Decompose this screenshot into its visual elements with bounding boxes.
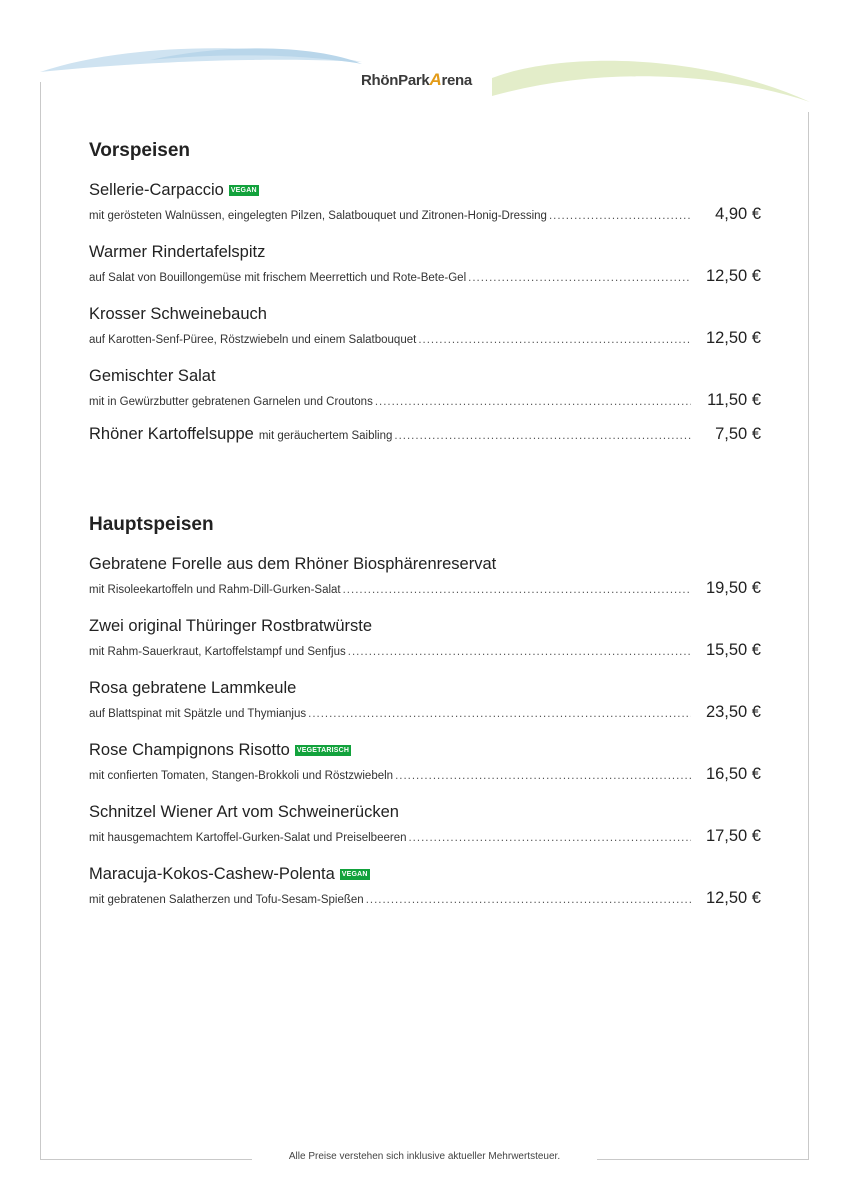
item-price: 7,50 € xyxy=(715,425,761,443)
item-name: Maracuja-Kokos-Cashew-Polenta xyxy=(89,864,335,883)
item-name: Warmer Rindertafelspitz xyxy=(89,242,266,261)
item-price: 12,50 € xyxy=(705,889,761,907)
menu-item xyxy=(89,677,761,723)
menu-item xyxy=(89,739,761,785)
section-vorspeisen xyxy=(89,140,761,460)
item-name: Sellerie-Carpaccio xyxy=(89,180,224,199)
item-description: mit Risoleekartoffeln und Rahm-Dill-Gurken-Salat xyxy=(89,584,341,596)
item-price: 16,50 € xyxy=(705,765,761,783)
item-name: Krosser Schweinebauch xyxy=(89,304,267,323)
item-name: Rosa gebratene Lammkeule xyxy=(89,678,297,697)
footer-note xyxy=(0,1151,849,1162)
section-hauptspeisen xyxy=(89,514,761,914)
item-description: mit gebratenen Salatherzen und Tofu-Sesam-Spießen xyxy=(89,894,364,906)
item-name: Rhöner Kartoffelsuppe xyxy=(89,425,254,443)
logo-text: RhönParkArena xyxy=(361,70,472,89)
menu-item xyxy=(89,241,761,287)
leader-dots xyxy=(308,708,691,720)
item-name: Gemischter Salat xyxy=(89,366,216,385)
vegan-badge: VEGAN xyxy=(230,186,257,194)
leader-dots xyxy=(468,272,691,284)
item-price: 19,50 € xyxy=(705,579,761,597)
frame-right-line xyxy=(808,112,809,1160)
leader-dots xyxy=(375,396,691,408)
item-price: 12,50 € xyxy=(705,329,761,347)
item-name: Schnitzel Wiener Art vom Schweinerücken xyxy=(89,802,399,821)
item-description: mit hausgemachtem Kartoffel-Gurken-Salat und Preiselbeeren xyxy=(89,832,407,844)
header-swoosh-decoration xyxy=(0,0,849,120)
section-title: Vorspeisen xyxy=(89,140,191,161)
menu-item xyxy=(89,425,761,447)
item-description: auf Karotten-Senf-Püree, Röstzwiebeln und einem Salatbouquet xyxy=(89,334,417,346)
footer-text: Alle Preise verstehen sich inklusive aktueller Mehrwertsteuer. xyxy=(283,1151,566,1162)
leader-dots xyxy=(343,584,691,596)
vegetarian-badge: VEGETARISCH xyxy=(296,746,350,754)
item-description: mit confierten Tomaten, Stangen-Brokkoli und Röstzwiebeln xyxy=(89,770,394,782)
item-description: auf Salat von Bouillongemüse mit frischem Meerrettich und Rote-Bete-Gel xyxy=(89,272,467,284)
item-name: Rose Champignons Risotto xyxy=(89,740,290,759)
item-name: Gebratene Forelle aus dem Rhöner Biosphärenreservat xyxy=(89,554,497,573)
menu-item xyxy=(89,303,761,349)
leader-dots xyxy=(408,832,691,844)
brand-logo xyxy=(361,70,472,94)
menu-item xyxy=(89,801,761,847)
leader-dots xyxy=(348,646,691,658)
menu-item xyxy=(89,179,761,225)
item-price: 12,50 € xyxy=(705,267,761,285)
item-description: mit gerösteten Walnüssen, eingelegten Pilzen, Salatbouquet und Zitronen-Honig-Dressing xyxy=(89,210,547,222)
leader-dots xyxy=(418,334,691,346)
item-price: 11,50 € xyxy=(707,391,761,409)
item-description: mit in Gewürzbutter gebratenen Garnelen und Croutons xyxy=(89,396,373,408)
item-description: auf Blattspinat mit Spätzle und Thymianjus xyxy=(89,708,307,720)
item-description: mit geräuchertem Saibling xyxy=(258,430,393,442)
item-name: Zwei original Thüringer Rostbratwürste xyxy=(89,616,373,635)
leader-dots xyxy=(395,770,691,782)
frame-left-line xyxy=(40,82,41,1160)
item-price: 4,90 € xyxy=(715,205,761,223)
menu-item xyxy=(89,365,761,411)
section-title: Hauptspeisen xyxy=(89,514,214,535)
leader-dots xyxy=(394,430,691,442)
item-price: 15,50 € xyxy=(705,641,761,659)
menu-item xyxy=(89,863,761,909)
menu-item xyxy=(89,553,761,599)
item-price: 23,50 € xyxy=(705,703,761,721)
leader-dots xyxy=(549,210,691,222)
item-description: mit Rahm-Sauerkraut, Kartoffelstampf und Senfjus xyxy=(89,646,346,658)
menu-item xyxy=(89,615,761,661)
leader-dots xyxy=(366,894,691,906)
item-price: 17,50 € xyxy=(705,827,761,845)
vegan-badge: VEGAN xyxy=(341,870,368,878)
